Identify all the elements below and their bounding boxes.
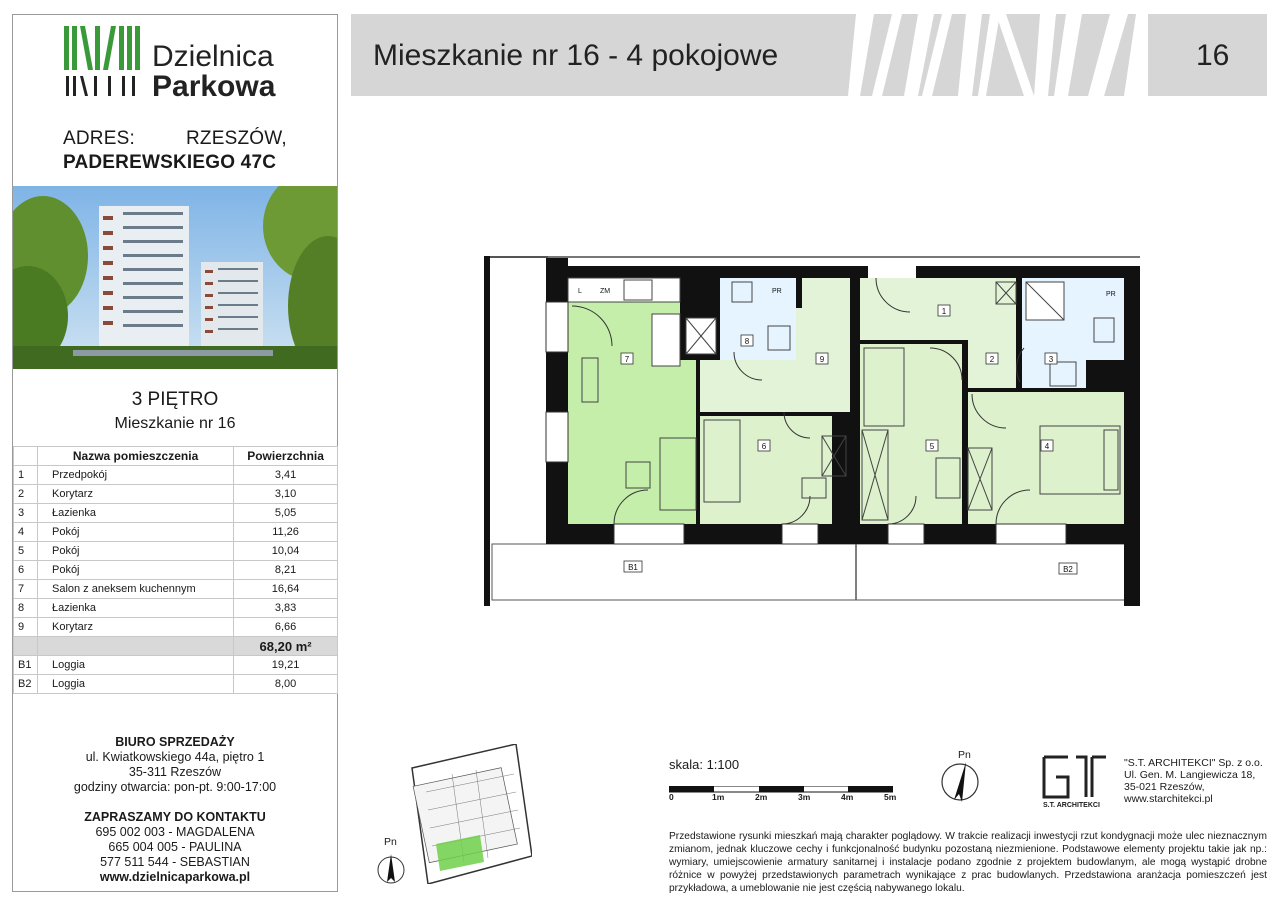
architect-logo-caption: S.T. ARCHITEKCI xyxy=(1043,802,1100,809)
room-label-6: 6 xyxy=(761,442,767,451)
brand-line2: Parkowa xyxy=(152,70,276,103)
row-no: 8 xyxy=(14,599,38,618)
fixture-l: L xyxy=(578,288,582,295)
architect-line: 35-021 Rzeszów, xyxy=(1124,781,1205,793)
room-label-3: 3 xyxy=(1048,355,1054,364)
table-total-row xyxy=(14,637,338,656)
fixture-pr-3: PR xyxy=(1106,291,1116,298)
row-area: 19,21 xyxy=(234,656,338,675)
row-no: B2 xyxy=(14,675,38,694)
room-label-5: 5 xyxy=(929,442,935,451)
architect-line: Ul. Gen. M. Langiewicza 18, xyxy=(1124,769,1256,781)
row-area: 6,66 xyxy=(234,618,338,637)
table-header-area: Powierzchnia xyxy=(234,447,338,466)
table-row xyxy=(14,656,338,675)
row-area: 8,00 xyxy=(234,675,338,694)
room-5-fill xyxy=(860,344,966,524)
row-name: Pokój xyxy=(37,523,233,542)
floor-plan xyxy=(484,252,1140,606)
table-row xyxy=(14,561,338,580)
fixture-zm: ZM xyxy=(600,288,611,295)
room-1-fill xyxy=(854,278,1020,344)
row-no: 1 xyxy=(14,466,38,485)
building-photo xyxy=(13,186,337,369)
row-name: Pokój xyxy=(37,542,233,561)
table-header-row xyxy=(14,447,338,466)
scale-tick: 0 xyxy=(669,792,674,802)
architect-line: "S.T. ARCHITEKCI" Sp. z o.o. xyxy=(1124,757,1263,769)
row-area: 8,21 xyxy=(234,561,338,580)
row-name: Korytarz xyxy=(37,485,233,504)
row-no: 5 xyxy=(14,542,38,561)
scale-tick: 4m xyxy=(841,792,854,802)
sales-office xyxy=(12,735,338,885)
table-row xyxy=(14,599,338,618)
room-label-9: 9 xyxy=(819,355,825,364)
address-street: PADEREWSKIEGO 47C xyxy=(63,152,277,173)
row-no: 7 xyxy=(14,580,38,599)
table-row xyxy=(14,523,338,542)
address-label: ADRES: xyxy=(63,128,135,149)
table-header-name: Nazwa pomieszczenia xyxy=(37,447,233,466)
apartment-label: Mieszkanie nr 16 xyxy=(114,415,236,432)
room-6-fill xyxy=(700,416,832,524)
row-no: 4 xyxy=(14,523,38,542)
sales-hours: godziny otwarcia: pon-pt. 9:00-17:00 xyxy=(73,780,277,794)
table-header-no xyxy=(14,447,38,466)
brand-line1: Dzielnica xyxy=(152,40,274,73)
table-row xyxy=(14,504,338,523)
sales-city: 35-311 Rzeszów xyxy=(128,765,222,779)
row-name: Loggia xyxy=(37,675,233,694)
fixture-pr-8: PR xyxy=(772,288,782,295)
row-no: 3 xyxy=(14,504,38,523)
table-row xyxy=(14,618,338,637)
row-name: Salon z aneksem kuchennym xyxy=(37,580,233,599)
address-city: RZESZÓW, xyxy=(186,128,287,149)
row-name: Łazienka xyxy=(37,599,233,618)
architect-logo xyxy=(1042,755,1110,799)
scale-tick: 2m xyxy=(755,792,768,802)
apartment-number: 16 xyxy=(1196,39,1230,72)
table-row xyxy=(14,542,338,561)
phone-3: 577 511 544 - SEBASTIAN xyxy=(100,855,250,869)
room-label-2: 2 xyxy=(989,355,995,364)
row-area: 10,04 xyxy=(234,542,338,561)
table-row xyxy=(14,466,338,485)
row-no: 9 xyxy=(14,618,38,637)
page-title: Mieszkanie nr 16 - 4 pokojowe xyxy=(373,39,779,72)
scale-tick: 1m xyxy=(712,792,725,802)
phone-2: 665 004 005 - PAULINA xyxy=(108,840,242,854)
table-row xyxy=(14,485,338,504)
scale-tick: 5m xyxy=(884,792,897,802)
row-no: 6 xyxy=(14,561,38,580)
loggia-label-b2: B2 xyxy=(1063,565,1073,574)
logo-mark xyxy=(64,26,140,98)
row-area: 11,26 xyxy=(234,523,338,542)
room-label-4: 4 xyxy=(1044,442,1050,451)
table-row xyxy=(14,580,338,599)
room-2-fill xyxy=(966,344,1020,390)
key-compass-label: Pn xyxy=(384,836,397,848)
loggia-label-b1: B1 xyxy=(628,563,638,572)
scale-tick: 3m xyxy=(798,792,811,802)
row-no: B1 xyxy=(14,656,38,675)
phone-1: 695 002 003 - MAGDALENA xyxy=(95,825,255,839)
table-row xyxy=(14,675,338,694)
row-area: 3,10 xyxy=(234,485,338,504)
rooms-table xyxy=(13,446,338,694)
compass-icon xyxy=(940,760,980,806)
site-key-plan xyxy=(406,744,532,884)
disclaimer: Przedstawione rysunki mieszkań mają charakter poglądowy. W trakcie realizacji inwestycji rzut kondygnacji może ulec nieznacznym zmianom, jednak kluczowe cechy i funkcjonalność budynku pozostaną niezmienione. Podstawowe elementy projektu takie jak np.: wymiary, umiejscowienie armatury sanitarnej i instalacje podano zgodnie z projektem budowlanym, ale mogą wystąpić drobne różnice w powyżej przedstawionych parametrach wynikające z prac budowlanych. Przedstawiona aranżacja pomieszczeń jest przykładowa, a umeblowanie nie jest częścią nabywanego lokalu. xyxy=(669,831,1267,894)
sales-title: BIURO SPRZEDAŻY xyxy=(115,735,235,749)
row-name: Korytarz xyxy=(37,618,233,637)
row-no: 2 xyxy=(14,485,38,504)
row-area: 3,83 xyxy=(234,599,338,618)
total-area: 68,20 m² xyxy=(234,637,338,656)
row-name: Przedpokój xyxy=(37,466,233,485)
row-area: 3,41 xyxy=(234,466,338,485)
row-area: 5,05 xyxy=(234,504,338,523)
room-label-7: 7 xyxy=(624,355,630,364)
row-name: Łazienka xyxy=(37,504,233,523)
floor-label: 3 PIĘTRO xyxy=(131,389,219,410)
header-pattern xyxy=(848,14,1148,96)
row-area: 16,64 xyxy=(234,580,338,599)
row-name: Loggia xyxy=(37,656,233,675)
compass-label: Pn xyxy=(958,749,971,761)
scale-label: skala: 1:100 xyxy=(669,757,740,772)
room-8-fill xyxy=(720,278,796,360)
scale-ticks xyxy=(669,792,909,804)
row-name: Pokój xyxy=(37,561,233,580)
room-label-1: 1 xyxy=(941,307,947,316)
sales-address: ul. Kwiatkowskiego 44a, piętro 1 xyxy=(85,750,265,764)
contact-title: ZAPRASZAMY DO KONTAKTU xyxy=(84,810,266,824)
architect-line: www.starchitekci.pl xyxy=(1124,793,1213,805)
room-label-8: 8 xyxy=(744,337,750,346)
architect-info xyxy=(1124,757,1263,805)
website-link[interactable]: www.dzielnicaparkowa.pl xyxy=(99,870,251,884)
